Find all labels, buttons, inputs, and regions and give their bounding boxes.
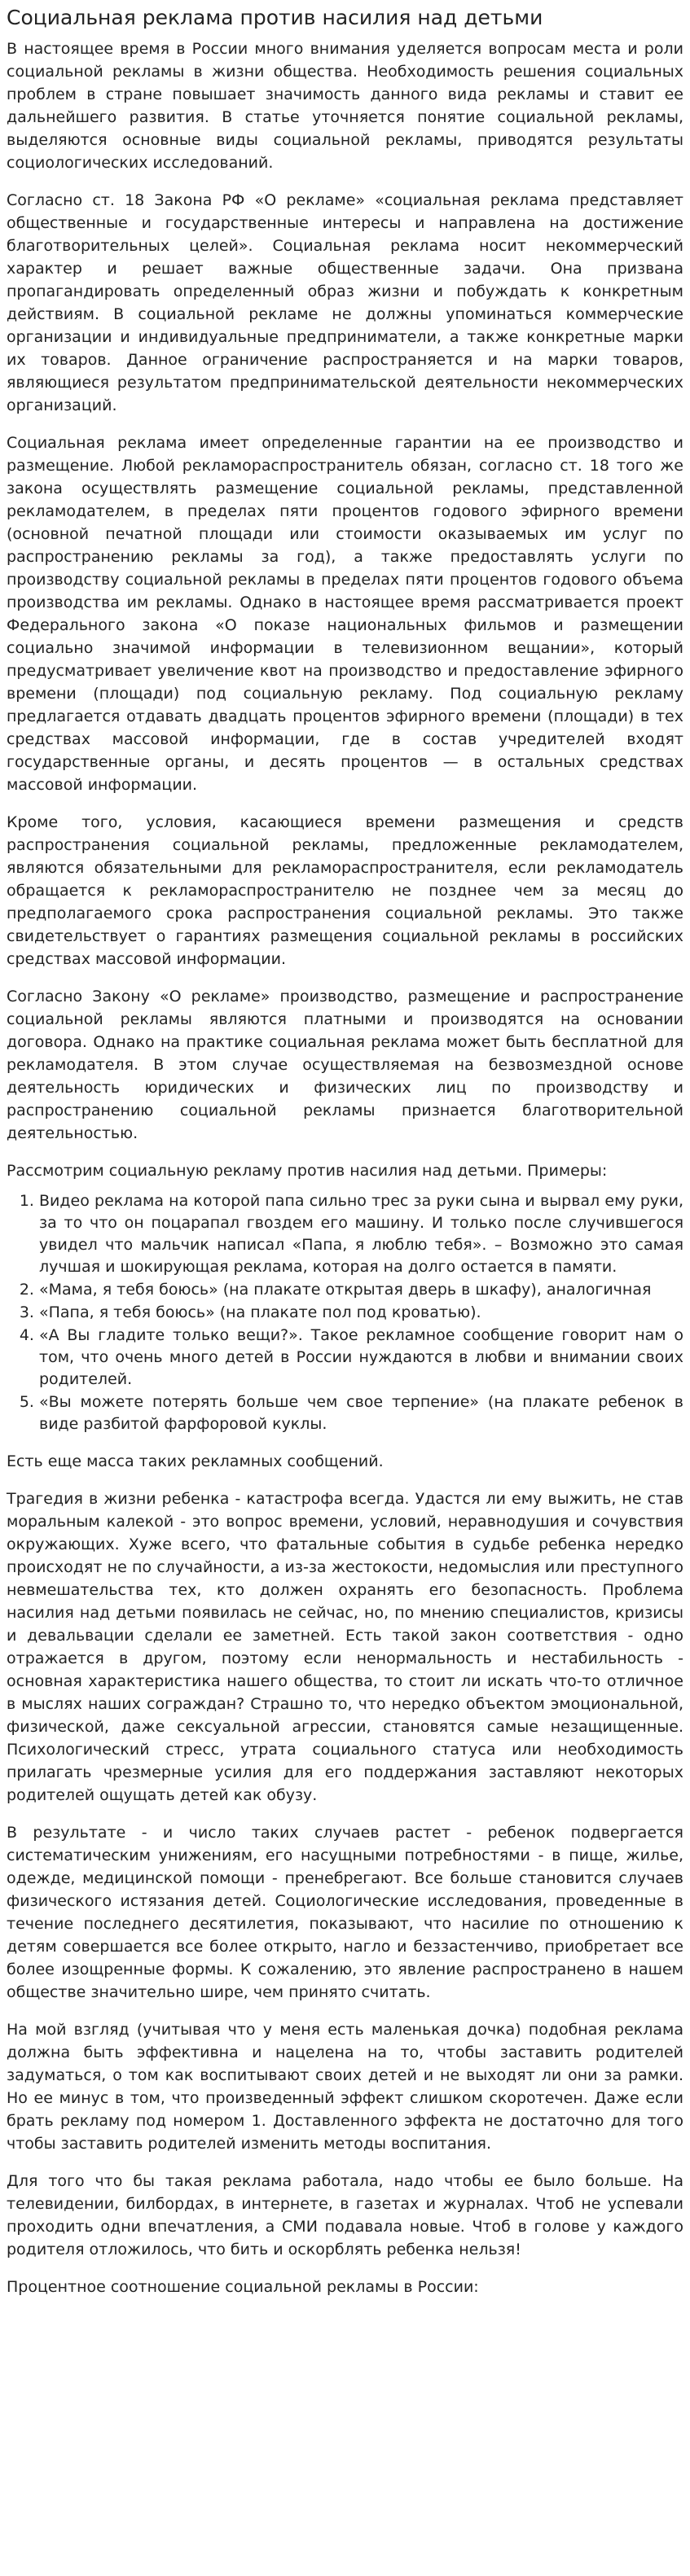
paragraph-opinion: На мой взгляд (учитывая что у меня есть маленькая дочка) подобная реклама должна быть эффективна и нацелена на то, чтобы заставить родителей задуматься, о том как воспитывают своих детей и не выходят ли они за рамки. Но ее минус в том, что произведенный эффект слишком скоротечен. Даже если брать рекламу под номером 1. Доставленного эффекта не достаточно для того чтобы заставить родителей изменить методы воспитания.: [7, 2021, 683, 2153]
list-item: 5. «Вы можете потерять больше чем свое терпение» (на плакате ребенок в виде разбитой фарфоровой куклы.: [39, 1391, 683, 1435]
article-title: Социальная реклама против насилия над детьми: [7, 6, 543, 29]
list-item: 1. Видео реклама на которой папа сильно трес за руки сына и вырвал ему руки, за то что он поцарапал гвоздем его машину. И только после случившегося увидел что мальчик написал «Папа, я люблю тебя». – Возможно это самая лучшая и шокирующая реклама, которая на долго остается в памяти.: [39, 1190, 683, 1278]
paragraph-more-messages: Есть еще масса таких рекламных сообщений.: [7, 1452, 384, 1470]
list-item: 4. «А Вы гладите только вещи?». Такое рекламное сообщение говорит нам о том, что очень много детей в России нуждаются в любви и внимании своих родителей.: [39, 1325, 683, 1391]
list-item: 2. «Мама, я тебя боюсь» (на плакате открытая дверь в шкафу), аналогичная: [39, 1279, 683, 1301]
paragraph-intro: В настоящее время в России много внимания уделяется вопросам места и роли социальной рекламы в жизни общества. Необходимость решения социальных проблем в стране повышает значимость данного вида рекламы и ставит ее дальнейшего развития. В статье уточняется понятие социальной рекламы, выделяются основные виды социальной рекламы, приводятся результаты социологических исследований.: [7, 40, 683, 172]
paragraph-percentage: Процентное соотношение социальной рекламы в России:: [7, 2278, 479, 2296]
paragraph-more-ads: Для того что бы такая реклама работала, надо чтобы ее было больше. На телевидении, билбордах, в интернете, в газетах и журналах. Чтоб не успевали проходить одни впечатления, а СМИ подавала новые. Чтоб в голове у каждого родителя отложилось, что бить и оскорблять ребенка нельзя!: [7, 2172, 683, 2258]
paragraph-examples-intro: Рассмотрим социальную рекламу против насилия над детьми. Примеры:: [7, 1162, 608, 1180]
paragraph-paid-basis: Согласно Закону «О рекламе» производство, размещение и распространение социальной рекламы являются платными и производятся на основании договора. Однако на практике социальная реклама может быть бесплатной для рекламодателя. В этом случае осуществляемая на безвозмездной основе деятельность юридических и физических лиц по производству и распространению социальной рекламы признается благотворительной деятельностью.: [7, 988, 683, 1142]
paragraph-tragedy: Трагедия в жизни ребенка - катастрофа всегда. Удастся ли ему выжить, не став моральным калекой - это вопрос времени, условий, неравнодушия и сочувствия окружающих. Хуже всего, что фатальные события в судьбе ребенка нередко происходят не по случайности, а из-за жестокости, недомыслия или преступного невмешательства тех, кто должен охранять его безопасность. Проблема насилия над детьми появилась не сейчас, но, по мнению специалистов, кризисы и девальвации сделали ее заметней. Есть такой закон соответствия - одно отражается в другом, поэтому если ненормальность и нестабильность - основная характеристика нашего общества, то стоит ли искать что-то отличное в мыслях наших сограждан? Страшно то, что нередко объектом эмоциональной, физической, даже сексуальной агрессии, становятся самые незащищенные. Психологический стресс, утрата социального статуса или необходимость прилагать чрезмерные усилия для его поддержания заставляют некоторых родителей ощущать детей как обузу.: [7, 1490, 683, 1804]
examples-list: [7, 1190, 683, 1435]
paragraph-law-definition: Согласно ст. 18 Закона РФ «О рекламе» «социальная реклама представляет общественные и государственные интересы и направлена на достижение благотворительных целей». Социальная реклама носит некоммерческий характер и решает важные общественные задачи. Она призвана пропагандировать определенный образ жизни и побуждать к конкретным действиям. В социальной рекламе не должны упоминаться коммерческие организации и индивидуальные предприниматели, а также конкретные марки их товаров. Данное ограничение распространяется и на марки товаров, являющиеся результатом предпринимательской деятельности некоммерческих организаций.: [7, 191, 683, 414]
list-item: 3. «Папа, я тебя боюсь» (на плакате пол под кроватью).: [39, 1302, 683, 1324]
paragraph-conditions: Кроме того, условия, касающиеся времени размещения и средств распространения социальной рекламы, предложенные рекламодателем, являются обязательными для рекламораспространителя, если рекламодатель обращается к рекламораспространителю не позднее чем за месяц до предполагаемого срока распространения социальной рекламы. Это также свидетельствует о гарантиях размещения социальной рекламы в российских средствах массовой информации.: [7, 813, 683, 968]
paragraph-guarantees: Социальная реклама имеет определенные гарантии на ее производство и размещение. Любой рекламораспространитель обязан, согласно ст. 18 того же закона осуществлять размещение социальной рекламы, представленной рекламодателем, в пределах пяти процентов годового эфирного времени (основной печатной площади или стоимости оказываемых им услуг по распространению рекламы за год), а также предоставлять услуги по производству социальной рекламы в пределах пяти процентов годового объема производства им рекламы. Однако в настоящее время рассматривается проект Федерального закона «О показе национальных фильмов и размещении социально значимой информации в телевизионном вещании», который предусматривает увеличение квот на производство и предоставление эфирного времени (площади) под социальную рекламу. Под социальную рекламу предлагается отдавать двадцать процентов эфирного времени (площади) в тех средствах массовой информации, где в состав учредителей входят государственные органы, и десять процентов — в остальных средствах массовой информации.: [7, 434, 683, 794]
paragraph-result: В результате - и число таких случаев растет - ребенок подвергается систематическим унижениям, его насущными потребностями - в пище, жилье, одежде, медицинской помощи - пренебрегают. Все больше становится случаев физического истязания детей. Социологические исследования, проведенные в течение последнего десятилетия, показывают, что насилие по отношению к детям совершается все более открыто, нагло и беззастенчиво, приобретает все более изощренные формы. К сожалению, это явление распространено в нашем обществе значительно шире, чем принято считать.: [7, 1824, 683, 2001]
